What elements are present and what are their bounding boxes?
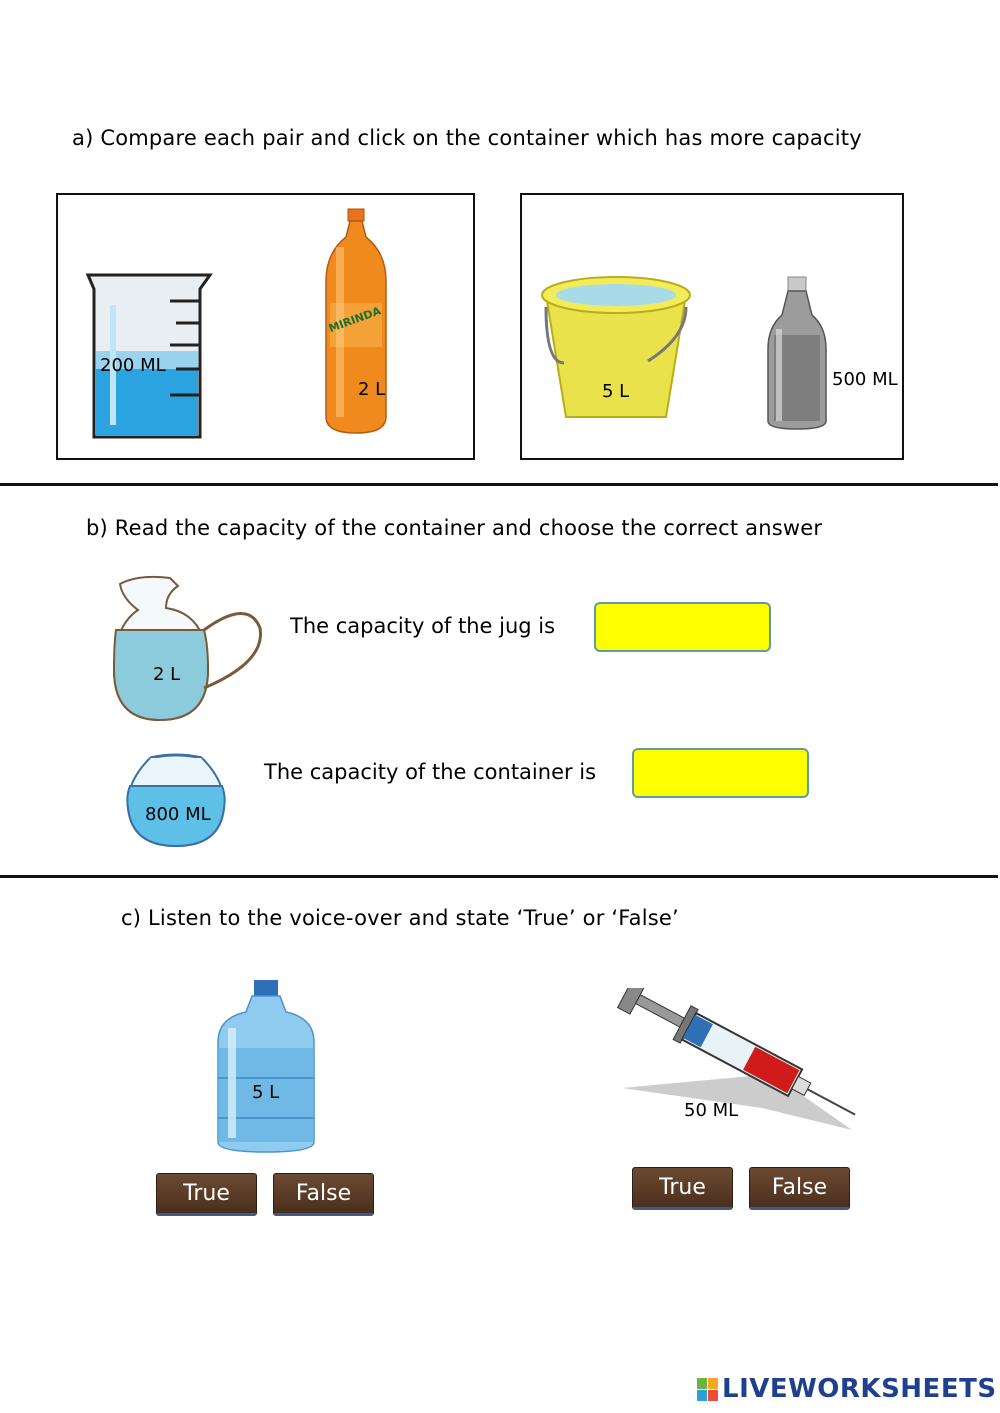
jug-capacity-label: 2 L [153,664,181,685]
beaker-capacity-label: 200 ML [100,355,166,376]
water-jug-capacity-label: 5 L [252,1082,280,1103]
syringe-capacity-label: 50 ML [684,1100,739,1121]
footer-brand: LIVEWORKSHEETS [722,1374,997,1404]
item-1-true-button[interactable]: True [156,1173,257,1216]
section-c-title: c) Listen to the voice-over and state ‘True’ or ‘False’ [121,906,679,930]
jug-question-text: The capacity of the jug is [290,614,556,638]
bottle-capacity-label: 2 L [358,379,386,400]
soda-bottle-image[interactable] [320,207,392,437]
item-2-false-button[interactable]: False [749,1167,850,1210]
jug-image [108,574,272,726]
container-question-text: The capacity of the container is [264,760,597,784]
item-1-false-button[interactable]: False [273,1173,374,1216]
water-bottle-image[interactable] [766,275,828,431]
container-answer-box[interactable] [632,748,809,798]
divider-2 [0,875,998,878]
divider-1 [0,483,998,486]
jug-answer-box[interactable] [594,602,771,652]
bowl-capacity-label: 800 ML [145,804,211,825]
section-b-title: b) Read the capacity of the container and choose the correct answer [86,516,823,540]
fishbowl-image [124,752,228,850]
bucket-capacity-label: 5 L [602,381,630,402]
liveworksheets-logo-icon [697,1378,719,1402]
bottle-brand-text: MIRINDA [326,304,383,336]
pair-2-frame [520,193,904,460]
pair-1-frame [56,193,475,460]
item-2-true-button[interactable]: True [632,1167,733,1210]
water-bottle-capacity-label: 500 ML [832,369,898,390]
water-jug-image [216,978,316,1156]
section-a-title: a) Compare each pair and click on the container which has more capacity [72,126,862,150]
